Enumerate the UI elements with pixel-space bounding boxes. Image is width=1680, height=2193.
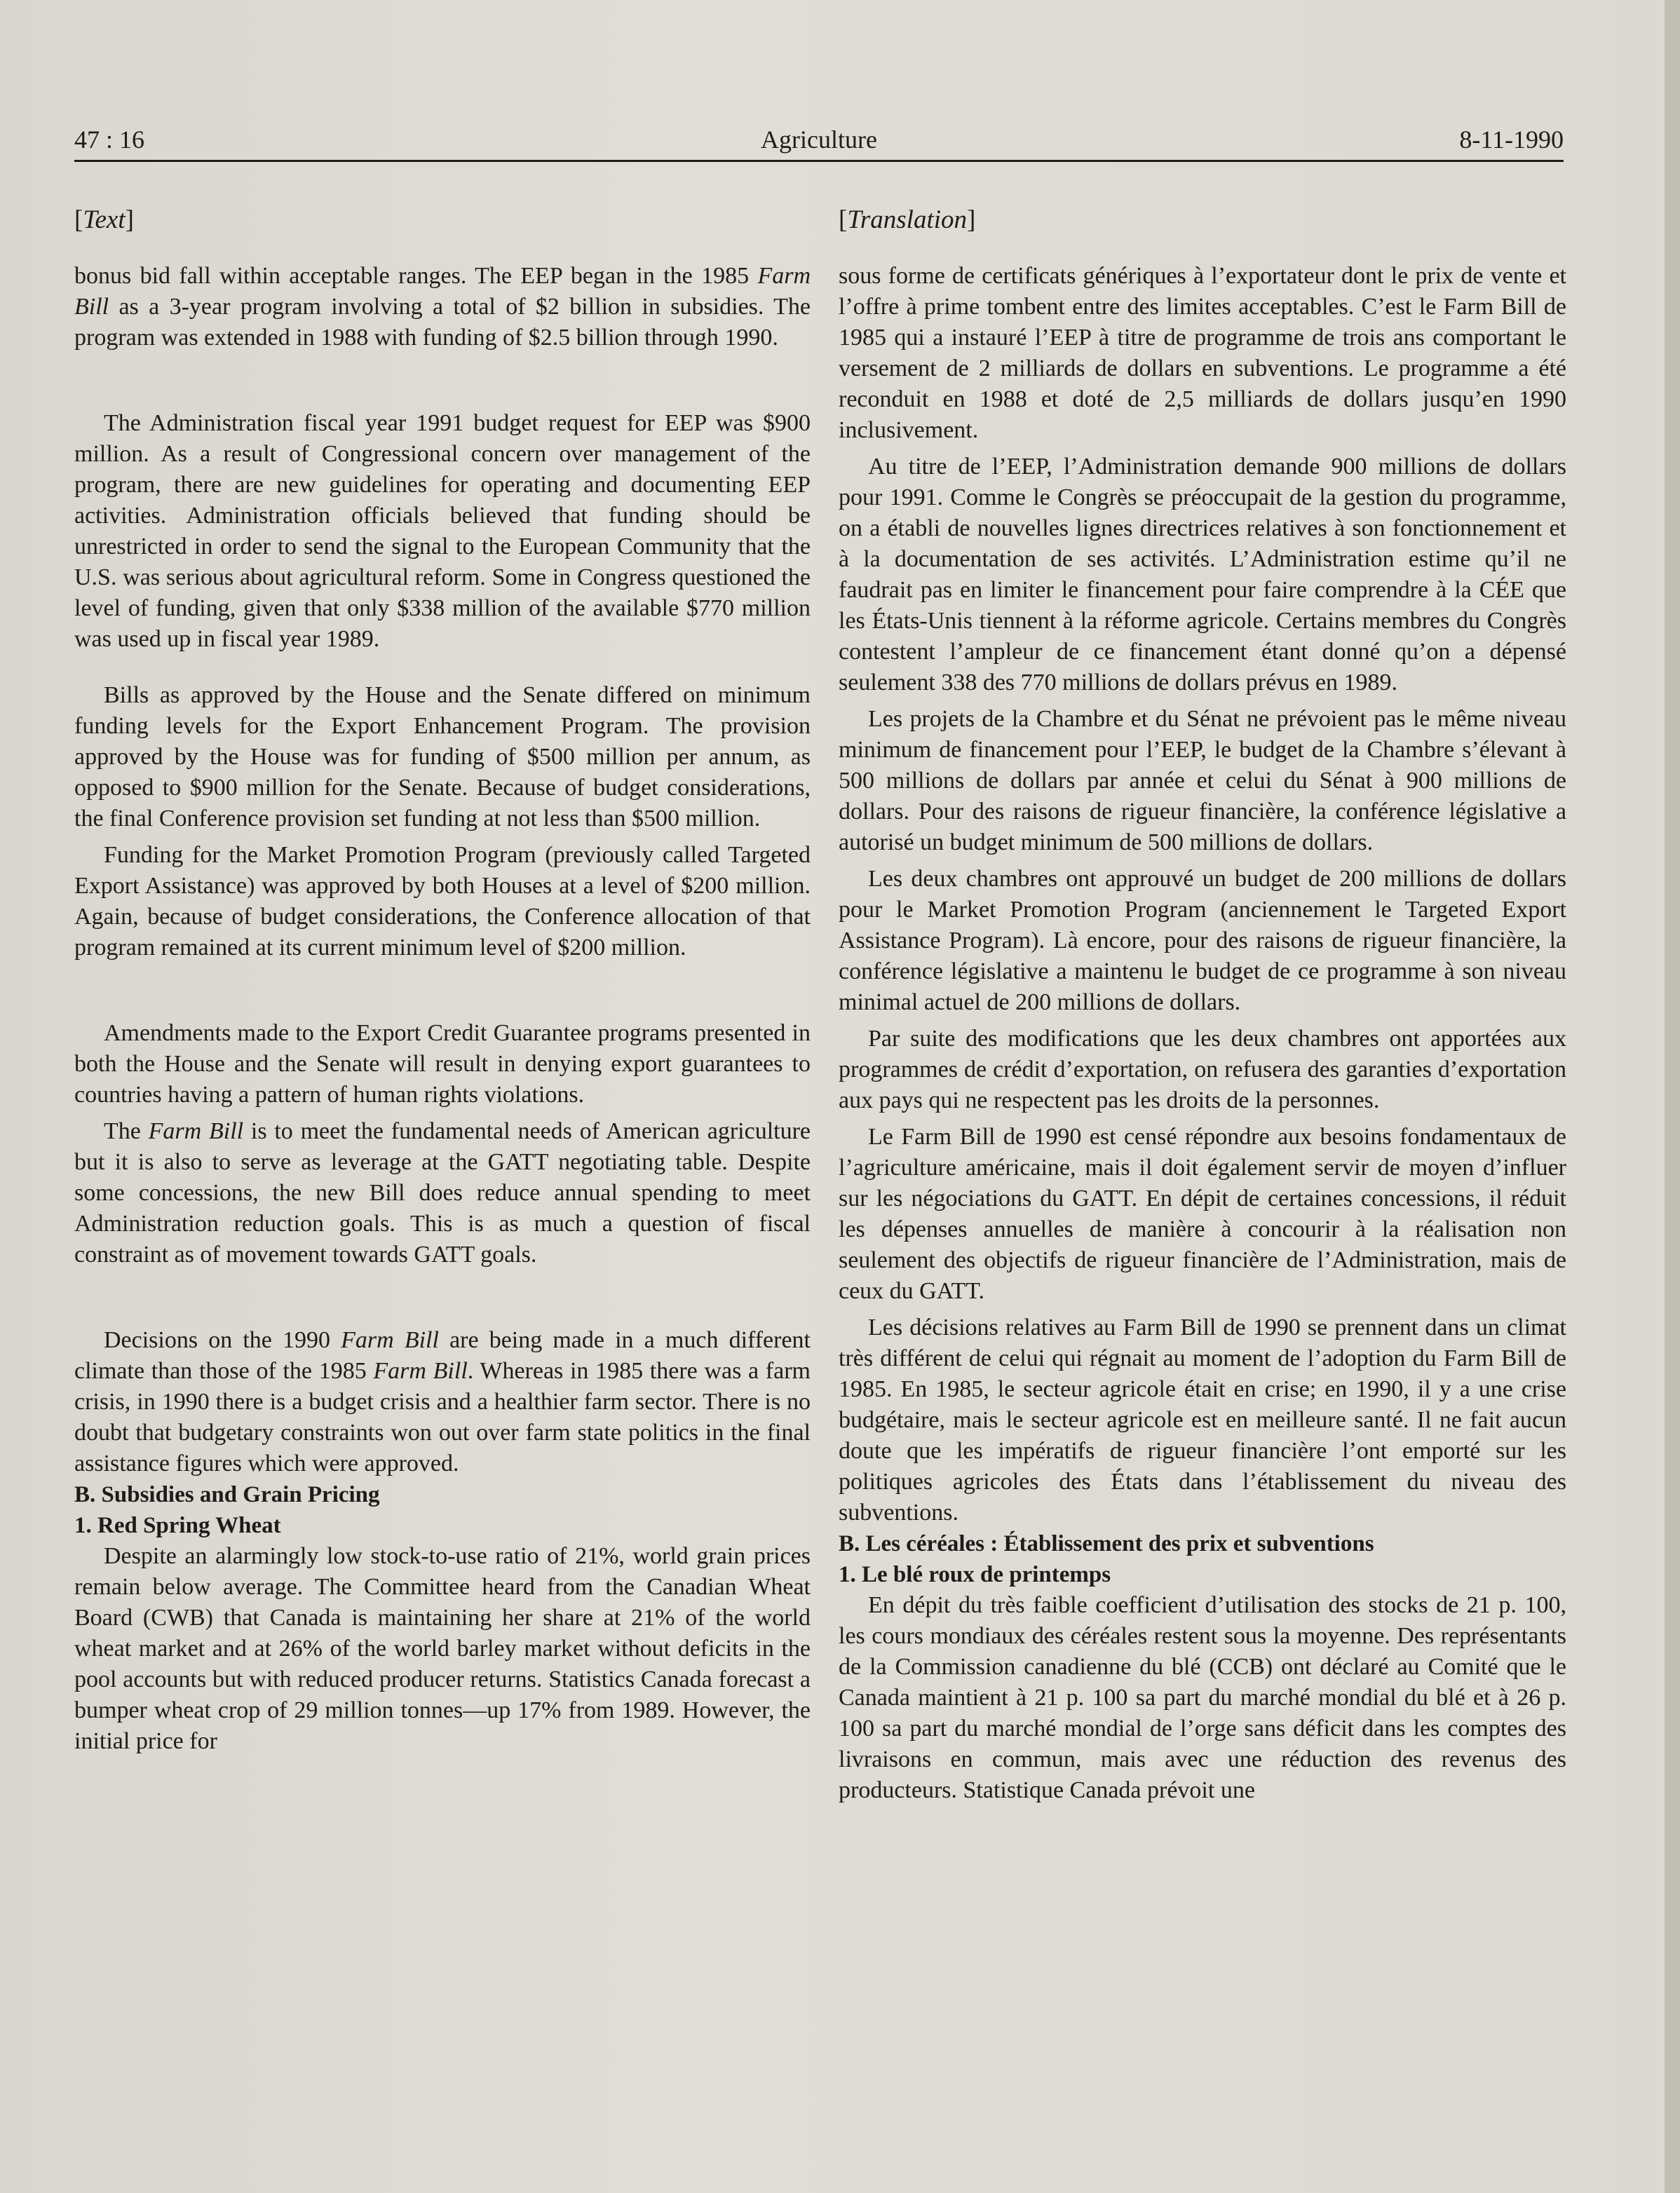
page-header [74,121,1564,162]
en-paragraph-7: Decisions on the 1990 Farm Bill are being made in a much different climate than those of the 1985 Farm Bill. Whereas in 1985 there was a farm crisis, in 1990 there is a budget crisis and a healthier farm sector. There is no doubt that budgetary constraints won out over farm state politics in the final assistance figures which were approved. [74,1327,811,1476]
fr-paragraph-1: sous forme de certificats génériques à l’exportateur dont le prix de vente et l’offre à prime tombent entre des limites acceptables. C’est le Farm Bill de 1985 qui a instauré l’EEP à titre de programme de trois ans comportant le versement de 2 milliards de dollars en subventions. Le programme a été reconduit en 1988 et doté de 2,5 milliards de dollars jusqu’en 1990 inclusivement. [839,263,1566,443]
fr-paragraph-3: Les projets de la Chambre et du Sénat ne prévoient pas le même niveau minimum de financement pour l’EEP, le budget de la Chambre s’élevant à 500 millions de dollars par année et celui du Sénat à 900 millions de dollars. Pour des raisons de rigueur financière, la conférence législative a autorisé un budget minimum de 500 millions de dollars. [839,706,1566,855]
english-column [74,205,811,1757]
fr-subsection-heading: 1. Le blé roux de printemps [839,1562,1111,1587]
page-edge [1665,0,1680,2193]
fr-paragraph-7: Les décisions relatives au Farm Bill de 1990 se prennent dans un climat très différent de celui qui régnait au moment de l’adoption du Farm Bill de 1985. En 1985, le secteur agricole était en crise; en 1990, il y a une crise budgétaire, mais le secteur agricole est en meilleure santé. Il ne fait aucun doute que les impératifs de rigueur financière l’ont emporté sur les politiques agricoles des États dans l’établissement du niveau des subventions. [839,1315,1566,1526]
fr-paragraph-2: Au titre de l’EEP, l’Administration demande 900 millions de dollars pour 1991. Comme le Congrès se préoccupait de la gestion du programme, on a établi de nouvelles lignes directrices relatives à son fonctionnement et à la documentation de ses activités. L’Administration estime qu’il ne faudrait pas en limiter le financement pour faire comprendre à la CÉE que les États-Unis tiennent à la réforme agricole. Certains membres du Congrès contestent l’ampleur de ce financement étant donné qu’on a dépensé seulement 338 des 770 millions de dollars prévus en 1989. [839,454,1566,695]
en-section-heading: B. Subsidies and Grain Pricing [74,1482,380,1507]
header-date: 8-11-1990 [1459,125,1564,154]
en-paragraph-8: Despite an alarmingly low stock-to-use ratio of 21%, world grain prices remain below average. The Committee heard from the Canadian Wheat Board (CWB) that Canada is maintaining her share at 21% of the world wheat market and at 26% of the world barley market without deficits in the pool accounts but with reduced producer returns. Statistics Canada forecast a bumper wheat crop of 29 million tonnes—up 17% from 1989. However, the initial price for [74,1543,811,1754]
en-paragraph-1: bonus bid fall within acceptable ranges. The EEP began in the 1985 Farm Bill as a 3-year program involving a total of $2 billion in subsidies. The program was extended in 1988 with funding of $2.5 billion through 1990. [74,263,811,351]
fr-paragraph-4: Les deux chambres ont approuvé un budget de 200 millions de dollars pour le Market Promotion Program (anciennement le Targeted Export Assistance Program). Là encore, pour des raisons de rigueur financière, la conférence législative a maintenu le budget de ce programme à son niveau minimal actuel de 200 millions de dollars. [839,866,1566,1015]
en-subsection-heading: 1. Red Spring Wheat [74,1513,281,1538]
en-paragraph-4: Funding for the Market Promotion Program (previously called Targeted Export Assistance) was approved by both Houses at a level of $200 million. Again, because of budget considerations, the Conference allocation of that program remained at its current minimum level of $200 million. [74,842,811,960]
fr-paragraph-8: En dépit du très faible coefficient d’utilisation des stocks de 21 p. 100, les cours mondiaux des céréales restent sous la moyenne. Des représentants de la Commission canadienne du blé (CCB) ont déclaré au Comité que le Canada maintient à 21 p. 100 sa part du marché mondial du blé et à 26 p. 100 sa part du marché mondial de l’orge sans déficit dans les comptes des livraisons en commun, mais avec une réduction des revenus des producteurs. Statistique Canada prévoit une [839,1592,1566,1803]
fr-paragraph-6: Le Farm Bill de 1990 est censé répondre aux besoins fondamentaux de l’agriculture américaine, mais il doit également servir de moyen d’influer sur les négociations du GATT. En dépit de certaines concessions, il réduit les dépenses annuelles de manière à concourir à la réalisation non seulement des objectifs de rigueur financière de l’Administration, mais de ceux du GATT. [839,1124,1566,1304]
fr-paragraph-5: Par suite des modifications que les deux chambres ont apportées aux programmes de crédit d’exportation, on refusera des garanties d’exportation aux pays qui ne respectent pas les droits de la personnes. [839,1026,1566,1113]
french-column-label: [Translation] [839,205,976,234]
fr-section-heading: B. Les céréales : Établissement des prix et subventions [839,1531,1374,1556]
header-title: Agriculture [761,125,877,154]
french-column [839,205,1566,1806]
header-page-number: 47 : 16 [74,125,145,154]
en-paragraph-5: Amendments made to the Export Credit Guarantee programs presented in both the House and the Senate will result in denying export guarantees to countries having a pattern of human rights violations. [74,1020,811,1108]
en-paragraph-3: Bills as approved by the House and the Senate differed on minimum funding levels for the Export Enhancement Program. The provision approved by the House was for funding of $500 million per annum, as opposed to $900 million for the Senate. Because of budget considerations, the final Conference provision set funding at not less than $500 million. [74,682,811,831]
en-paragraph-6: The Farm Bill is to meet the fundamental needs of American agriculture but it is also to serve as leverage at the GATT negotiating table. Despite some concessions, the new Bill does reduce annual spending to meet Administration reduction goals. This is as much a question of fiscal constraint as of movement towards GATT goals. [74,1118,811,1268]
en-paragraph-2: The Administration fiscal year 1991 budget request for EEP was $900 million. As a result of Congressional concern over management of the program, there are new guidelines for operating and documenting EEP activities. Administration officials believed that funding should be unrestricted in order to send the signal to the European Community that the U.S. was serious about agricultural reform. Some in Congress questioned the level of funding, given that only $338 million of the available $770 million was used up in fiscal year 1989. [74,410,811,652]
english-column-label: [Text] [74,205,134,234]
